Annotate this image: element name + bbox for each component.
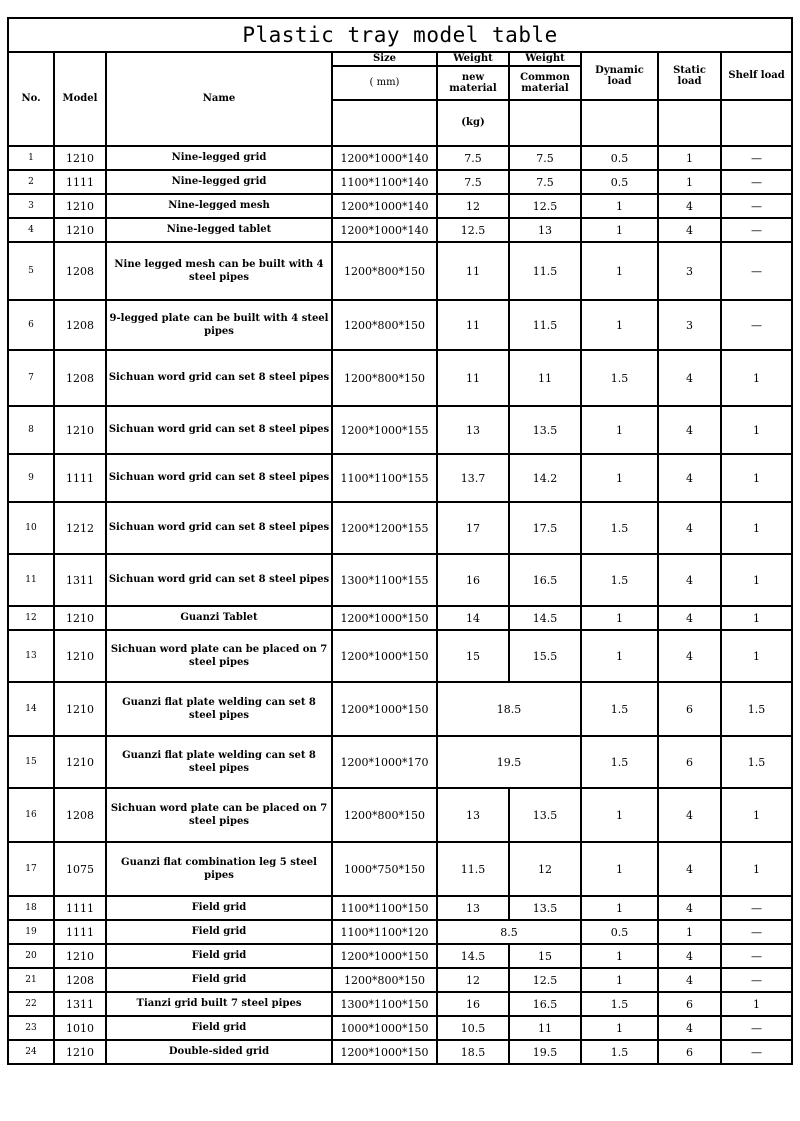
table-row [8,406,792,454]
header-shelf-blank [721,100,792,146]
row-no: 14 [8,682,54,736]
table-row [8,992,792,1016]
row-model: 1210 [54,218,106,242]
row-static-load: 4 [658,350,721,406]
row-static-load: 1 [658,920,721,944]
row-size: 1200*1000*150 [332,606,437,630]
row-static-load: 6 [658,1040,721,1064]
table-row [8,218,792,242]
row-no: 1 [8,146,54,170]
row-shelf-load: 1.5 [721,736,792,788]
table-row [8,242,792,300]
row-shelf-load: — [721,218,792,242]
row-shelf-load: 1 [721,606,792,630]
row-model: 1010 [54,1016,106,1040]
row-weight-new: 13.7 [437,454,509,502]
row-model: 1208 [54,242,106,300]
row-size: 1200*1200*155 [332,502,437,554]
row-size: 1100*1100*150 [332,896,437,920]
row-static-load: 4 [658,194,721,218]
row-weight-common: 19.5 [509,1040,581,1064]
row-model: 1210 [54,1040,106,1064]
row-model: 1210 [54,194,106,218]
table-row [8,736,792,788]
row-weight-merged: 19.5 [437,736,581,788]
table-title: Plastic tray model table [8,18,792,52]
row-shelf-load: — [721,146,792,170]
row-weight-common: 7.5 [509,170,581,194]
row-size: 1200*1000*140 [332,218,437,242]
header-name: Name [106,52,332,146]
table-row [8,682,792,736]
row-model: 1111 [54,454,106,502]
table-row [8,968,792,992]
row-model: 1075 [54,842,106,896]
header-common-material: Common material [509,66,581,100]
row-dynamic-load: 1.5 [581,350,658,406]
row-name: Guanzi flat plate welding can set 8 steel pipes [106,736,332,788]
row-no: 8 [8,406,54,454]
row-dynamic-load: 1.5 [581,502,658,554]
row-static-load: 4 [658,502,721,554]
row-size: 1200*800*150 [332,788,437,842]
row-name: Sichuan word plate can be placed on 7 steel pipes [106,630,332,682]
table-row [8,146,792,170]
row-model: 1210 [54,630,106,682]
row-shelf-load: — [721,968,792,992]
header-dynamic-load: Dynamic load [581,52,658,100]
row-size: 1100*1100*120 [332,920,437,944]
row-size: 1200*800*150 [332,242,437,300]
header-shelf-load: Shelf load [721,52,792,100]
row-weight-common: 13.5 [509,788,581,842]
row-name: Nine-legged grid [106,170,332,194]
row-shelf-load: — [721,170,792,194]
row-static-load: 1 [658,170,721,194]
row-dynamic-load: 1 [581,454,658,502]
row-name: Sichuan word grid can set 8 steel pipes [106,454,332,502]
row-no: 15 [8,736,54,788]
row-weight-common: 15.5 [509,630,581,682]
row-name: Guanzi Tablet [106,606,332,630]
row-size: 1200*1000*140 [332,194,437,218]
row-no: 23 [8,1016,54,1040]
row-weight-new: 15 [437,630,509,682]
row-no: 2 [8,170,54,194]
row-weight-common: 11 [509,350,581,406]
row-weight-new: 11 [437,350,509,406]
row-dynamic-load: 0.5 [581,146,658,170]
row-name: Sichuan word grid can set 8 steel pipes [106,502,332,554]
row-model: 1210 [54,736,106,788]
row-name: Sichuan word grid can set 8 steel pipes [106,554,332,606]
row-static-load: 4 [658,896,721,920]
row-model: 1208 [54,300,106,350]
row-model: 1311 [54,992,106,1016]
row-weight-new: 7.5 [437,170,509,194]
row-no: 3 [8,194,54,218]
row-weight-new: 12 [437,194,509,218]
row-static-load: 4 [658,606,721,630]
table-row [8,194,792,218]
row-shelf-load: 1 [721,842,792,896]
row-weight-new: 10.5 [437,1016,509,1040]
row-weight-new: 16 [437,554,509,606]
table-body [8,146,792,1064]
header-size-blank [332,100,437,146]
row-weight-new: 14 [437,606,509,630]
row-dynamic-load: 0.5 [581,920,658,944]
model-table [7,17,793,1065]
row-weight-new: 13 [437,406,509,454]
row-name: Sichuan word grid can set 8 steel pipes [106,350,332,406]
row-model: 1208 [54,350,106,406]
table-row [8,630,792,682]
row-weight-common: 13.5 [509,406,581,454]
row-weight-new: 7.5 [437,146,509,170]
row-no: 18 [8,896,54,920]
row-name: Field grid [106,920,332,944]
row-static-load: 4 [658,788,721,842]
row-no: 20 [8,944,54,968]
row-no: 24 [8,1040,54,1064]
table-row [8,170,792,194]
row-no: 12 [8,606,54,630]
row-weight-common: 11.5 [509,242,581,300]
row-shelf-load: — [721,300,792,350]
row-weight-common: 7.5 [509,146,581,170]
row-size: 1000*750*150 [332,842,437,896]
row-weight-common: 12.5 [509,194,581,218]
row-model: 1210 [54,682,106,736]
row-shelf-load: — [721,242,792,300]
row-no: 5 [8,242,54,300]
row-name: Nine legged mesh can be built with 4 steel pipes [106,242,332,300]
row-no: 9 [8,454,54,502]
row-weight-common: 17.5 [509,502,581,554]
table-row [8,554,792,606]
row-dynamic-load: 1 [581,968,658,992]
header-weight-blank [509,100,581,146]
row-dynamic-load: 1 [581,896,658,920]
row-dynamic-load: 1.5 [581,1040,658,1064]
row-name: Field grid [106,944,332,968]
row-weight-new: 11 [437,300,509,350]
row-name: Guanzi flat combination leg 5 steel pipes [106,842,332,896]
row-shelf-load: 1 [721,502,792,554]
row-weight-new: 14.5 [437,944,509,968]
row-shelf-load: 1 [721,406,792,454]
row-static-load: 3 [658,242,721,300]
table-row [8,350,792,406]
row-weight-new: 17 [437,502,509,554]
row-static-load: 4 [658,944,721,968]
table-row [8,896,792,920]
row-weight-merged: 8.5 [437,920,581,944]
row-shelf-load: 1.5 [721,682,792,736]
header-weight-new: Weight [437,52,509,66]
row-shelf-load: 1 [721,454,792,502]
row-size: 1200*800*150 [332,300,437,350]
row-static-load: 6 [658,682,721,736]
row-static-load: 4 [658,454,721,502]
row-size: 1200*1000*155 [332,406,437,454]
row-weight-new: 12 [437,968,509,992]
row-shelf-load: 1 [721,992,792,1016]
row-name: Nine-legged mesh [106,194,332,218]
row-static-load: 6 [658,736,721,788]
row-model: 1210 [54,406,106,454]
row-dynamic-load: 1 [581,842,658,896]
row-name: Nine-legged grid [106,146,332,170]
row-name: Sichuan word grid can set 8 steel pipes [106,406,332,454]
row-dynamic-load: 1 [581,300,658,350]
row-name: Field grid [106,1016,332,1040]
row-name: Field grid [106,968,332,992]
row-weight-common: 16.5 [509,992,581,1016]
row-model: 1208 [54,968,106,992]
header-size: Size [332,52,437,66]
row-size: 1300*1100*150 [332,992,437,1016]
row-name: Guanzi flat plate welding can set 8 steel pipes [106,682,332,736]
table-row [8,944,792,968]
row-shelf-load: 1 [721,630,792,682]
row-dynamic-load: 1 [581,944,658,968]
row-static-load: 4 [658,968,721,992]
row-size: 1200*800*150 [332,350,437,406]
row-name: Field grid [106,896,332,920]
row-shelf-load: — [721,920,792,944]
table-row [8,842,792,896]
row-weight-new: 18.5 [437,1040,509,1064]
row-dynamic-load: 1 [581,242,658,300]
table-row [8,606,792,630]
row-shelf-load: — [721,1016,792,1040]
row-dynamic-load: 1 [581,606,658,630]
row-no: 16 [8,788,54,842]
row-static-load: 4 [658,406,721,454]
row-size: 1200*1000*150 [332,944,437,968]
row-weight-common: 12 [509,842,581,896]
row-size: 1200*1000*150 [332,1040,437,1064]
row-name: 9-legged plate can be built with 4 steel pipes [106,300,332,350]
row-dynamic-load: 1 [581,406,658,454]
row-size: 1000*1000*150 [332,1016,437,1040]
row-model: 1208 [54,788,106,842]
row-shelf-load: 1 [721,788,792,842]
row-size: 1100*1100*155 [332,454,437,502]
header-weight-common: Weight [509,52,581,66]
row-dynamic-load: 1.5 [581,554,658,606]
row-no: 10 [8,502,54,554]
row-no: 11 [8,554,54,606]
header-size-unit: ( mm) [332,66,437,100]
row-size: 1200*1000*150 [332,682,437,736]
row-weight-merged: 18.5 [437,682,581,736]
row-no: 7 [8,350,54,406]
row-dynamic-load: 1.5 [581,992,658,1016]
row-dynamic-load: 1 [581,630,658,682]
row-no: 6 [8,300,54,350]
row-no: 21 [8,968,54,992]
row-weight-new: 11 [437,242,509,300]
header-weight-unit: (kg) [437,100,509,146]
row-weight-new: 16 [437,992,509,1016]
row-no: 17 [8,842,54,896]
row-name: Sichuan word plate can be placed on 7 steel pipes [106,788,332,842]
row-model: 1111 [54,896,106,920]
row-weight-common: 15 [509,944,581,968]
row-weight-common: 13 [509,218,581,242]
row-weight-common: 16.5 [509,554,581,606]
row-no: 19 [8,920,54,944]
row-no: 13 [8,630,54,682]
row-no: 4 [8,218,54,242]
row-weight-common: 11 [509,1016,581,1040]
row-model: 1111 [54,920,106,944]
row-weight-common: 11.5 [509,300,581,350]
row-size: 1200*1000*150 [332,630,437,682]
row-static-load: 3 [658,300,721,350]
row-name: Tianzi grid built 7 steel pipes [106,992,332,1016]
row-weight-new: 13 [437,788,509,842]
row-size: 1300*1100*155 [332,554,437,606]
header-no: No. [8,52,54,146]
row-model: 1210 [54,944,106,968]
header-dynamic-blank [581,100,658,146]
row-dynamic-load: 1 [581,218,658,242]
table-row [8,300,792,350]
row-size: 1200*1000*140 [332,146,437,170]
row-static-load: 4 [658,842,721,896]
row-static-load: 6 [658,992,721,1016]
row-shelf-load: 1 [721,554,792,606]
row-model: 1210 [54,606,106,630]
row-size: 1100*1100*140 [332,170,437,194]
row-no: 22 [8,992,54,1016]
row-shelf-load: — [721,194,792,218]
row-dynamic-load: 1 [581,788,658,842]
header-new-material: new material [437,66,509,100]
row-model: 1111 [54,170,106,194]
model-table-sheet [7,17,791,1065]
row-weight-common: 14.5 [509,606,581,630]
table-row [8,1016,792,1040]
row-model: 1311 [54,554,106,606]
row-dynamic-load: 1.5 [581,682,658,736]
row-weight-new: 12.5 [437,218,509,242]
row-shelf-load: — [721,1040,792,1064]
row-shelf-load: — [721,896,792,920]
row-dynamic-load: 0.5 [581,170,658,194]
row-weight-common: 13.5 [509,896,581,920]
row-size: 1200*800*150 [332,968,437,992]
row-static-load: 4 [658,218,721,242]
row-model: 1210 [54,146,106,170]
row-shelf-load: 1 [721,350,792,406]
row-dynamic-load: 1 [581,194,658,218]
row-static-load: 4 [658,554,721,606]
table-row [8,454,792,502]
row-weight-common: 12.5 [509,968,581,992]
row-weight-common: 14.2 [509,454,581,502]
row-shelf-load: — [721,944,792,968]
table-row [8,502,792,554]
table-row [8,920,792,944]
row-name: Double-sided grid [106,1040,332,1064]
row-size: 1200*1000*170 [332,736,437,788]
row-name: Nine-legged tablet [106,218,332,242]
row-model: 1212 [54,502,106,554]
row-static-load: 4 [658,630,721,682]
row-dynamic-load: 1.5 [581,736,658,788]
row-dynamic-load: 1 [581,1016,658,1040]
row-weight-new: 11.5 [437,842,509,896]
row-static-load: 4 [658,1016,721,1040]
table-row [8,1040,792,1064]
row-weight-new: 13 [437,896,509,920]
header-static-load: Static load [658,52,721,100]
table-row [8,788,792,842]
header-model: Model [54,52,106,146]
row-static-load: 1 [658,146,721,170]
header-static-blank [658,100,721,146]
